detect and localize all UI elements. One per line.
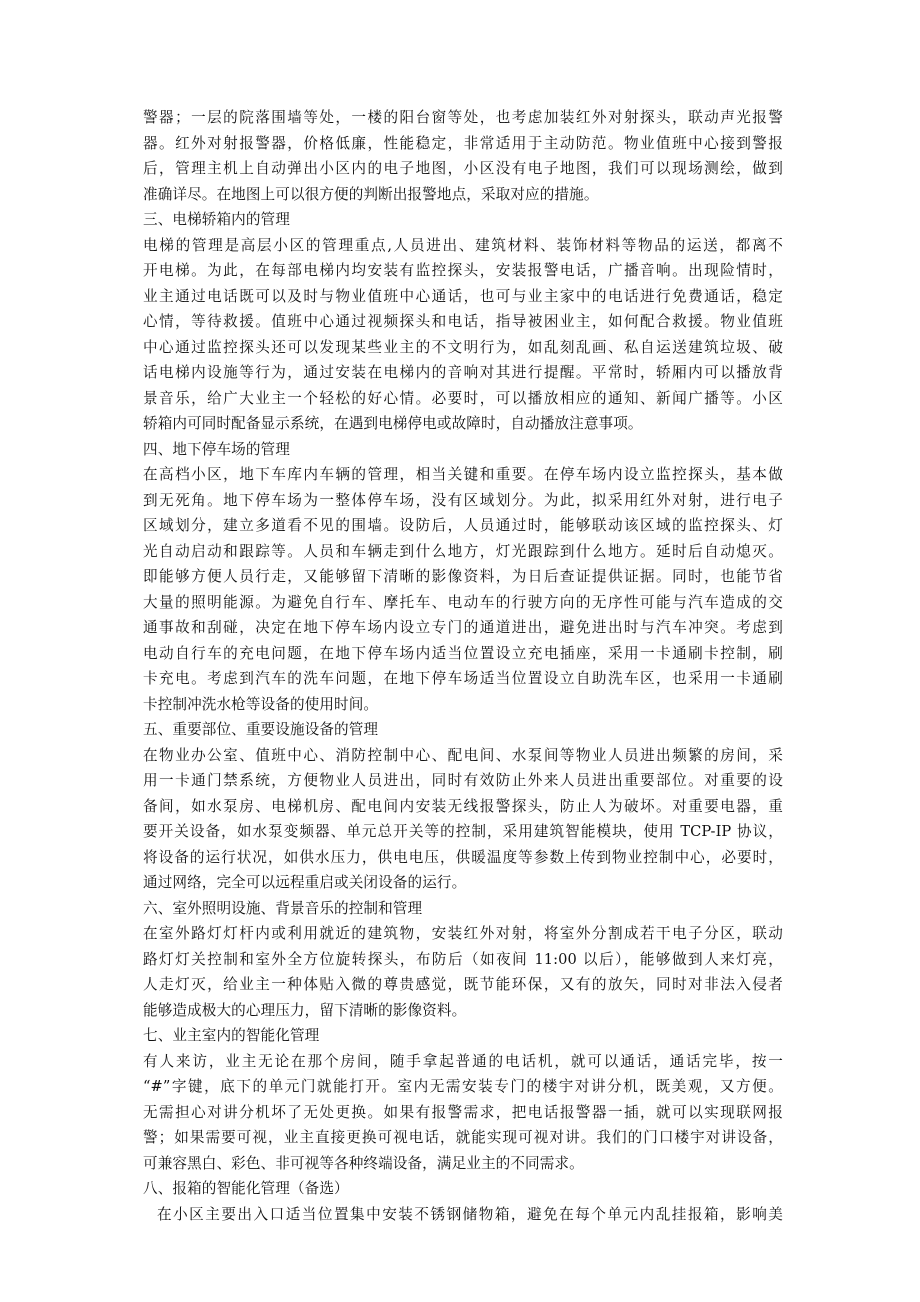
paragraph-last-line: 准确详尽。在地图上可以很方便的判断出报警地点，采取对应的措施。 xyxy=(143,185,599,203)
paragraph-line: 大量的照明能源。为避免自行车、摩托车、电动车的行驶方向的无序性可能与汽车造成的交 xyxy=(143,593,783,611)
document-page xyxy=(143,105,783,1227)
paragraph-line: 卡充电。考虑到汽车的洗车问题，在地下停车场适当位置设立自助洗车区，也采用一卡通刷 xyxy=(143,670,783,687)
paragraph-line: 电动自行车的充电问题，在地下停车场内适当位置设立充电插座，采用一卡通刷卡控制，刷 xyxy=(143,644,783,662)
paragraph-last-line: 轿箱内可同时配备显示系统，在遇到电梯停电或故障时，自动播放注意事项。 xyxy=(143,415,643,432)
paragraph-line: 用一卡通门禁系统，方便物业人员进出，同时有效防止外来人员进出重要部位。对重要的设 xyxy=(143,772,783,789)
paragraph-line: 备间，如水泵房、电梯机房、配电间内安装无线报警探头，防止人为破坏。对重要电器，重 xyxy=(143,797,783,815)
paragraph-line: 将设备的运行状况，如供水压力，供电电压，供暖温度等参数上传到物业控制中心，必要时， xyxy=(143,848,783,866)
paragraph-line: 后，管理主机上自动弹出小区内的电子地图，小区没有电子地图，我们可以现场测绘，做到 xyxy=(143,160,783,177)
paragraph-line: 通事故和刮碰，决定在地下停车场内设立专门的通道进出，避免进出时与汽车冲突。考虑到 xyxy=(143,619,783,636)
paragraph-line: 到无死角。地下停车场为一整体停车场，没有区域划分。为此，拟采用红外对射，进行电子 xyxy=(143,491,783,509)
paragraph-line: 电梯的管理是高层小区的管理重点,人员进出、建筑材料、装饰材料等物品的运送，都离不 xyxy=(143,236,783,254)
section-heading: 五、重要部位、重要设施设备的管理 xyxy=(143,721,379,738)
paragraph-line: 警器；一层的院落围墙等处，一楼的阳台窗等处，也考虑加装红外对射探头，联动声光报警 xyxy=(143,109,783,126)
paragraph-line: 话电梯内设施等行为，通过安装在电梯内的音响对其进行提醒。平常时，轿厢内可以播放背 xyxy=(143,364,783,381)
paragraph-line: 路灯灯关控制和室外全方位旋转探头，布防后（如夜间 11:00 以后），能够做到人来灯亮， xyxy=(143,950,783,968)
paragraph-line: 警；如果需要可视，业主直接更换可视电话，就能实现可视对讲。我们的门口楼宇对讲设备， xyxy=(143,1129,783,1146)
paragraph-line: 区域划分，建立多道看不见的围墙。设防后，人员通过时，能够联动该区域的监控探头、灯 xyxy=(143,517,783,534)
paragraph-first-line: 在小区主要出入口适当位置集中安装不锈钢储物箱，避免在每个单元内乱挂报箱，影响美 xyxy=(157,1205,783,1223)
paragraph-line: 中心通过监控探头还可以发现某些业主的不文明行为，如乱刻乱画、私自运送建筑垃圾、破 xyxy=(143,338,783,356)
paragraph-last-line: 通过网络，完全可以远程重启或关闭设备的运行。 xyxy=(143,874,467,891)
paragraph-line: 有人来访，业主无论在那个房间，随手拿起普通的电话机，就可以通话，通话完毕，按一 xyxy=(143,1052,783,1070)
paragraph-line: 光自动启动和跟踪等。人员和车辆走到什么地方，灯光跟踪到什么地方。延时后自动熄灭。 xyxy=(143,542,783,560)
paragraph-line: 器。红外对射报警器，价格低廉，性能稳定，非常适用于主动防范。物业值班中心接到警报 xyxy=(143,134,783,152)
section-heading: 八、报箱的智能化管理（备选） xyxy=(143,1180,349,1197)
paragraph-line: 要开关设备，如水泵变频器、单元总开关等的控制，采用建筑智能模块，使用 TCP-IP 协议， xyxy=(143,823,783,840)
paragraph-last-line: 可兼容黑白、彩色、非可视等各种终端设备，满足业主的不同需求。 xyxy=(143,1154,584,1172)
section-heading: 六、室外照明设施、背景音乐的控制和管理 xyxy=(143,899,423,917)
section-heading: 四、地下停车场的管理 xyxy=(143,440,290,458)
paragraph-line: 即能够方便人员行走，又能够留下清晰的影像资料，为日后查证提供证据。同时，也能节省 xyxy=(143,568,783,585)
section-heading: 三、电梯轿箱内的管理 xyxy=(143,211,290,228)
paragraph-line: 心情，等待救援。值班中心通过视频探头和电话，指导被困业主，如何配合救援。物业值班 xyxy=(143,313,783,330)
paragraph-line: 开电梯。为此，在每部电梯内均安装有监控探头，安装报警电话，广播音响。出现险情时， xyxy=(143,262,783,279)
paragraph-line: 景音乐，给广大业主一个轻松的好心情。必要时，可以播放相应的通知、新闻广播等。小区 xyxy=(143,389,783,407)
section-heading: 七、业主室内的智能化管理 xyxy=(143,1027,320,1044)
paragraph-line: 业主通过电话既可以及时与物业值班中心通话，也可与业主家中的电话进行免费通话，稳定 xyxy=(143,287,783,305)
paragraph-line: 在高档小区，地下车库内车辆的管理，相当关键和重要。在停车场内设立监控探头，基本做 xyxy=(143,466,783,483)
paragraph-line: 人走灯灭，给业主一种体贴入微的尊贵感觉，既节能环保，又有的放矢，同时对非法入侵者 xyxy=(143,976,783,993)
paragraph-last-line: 能够造成极大的心理压力，留下清晰的影像资料。 xyxy=(143,1001,467,1019)
paragraph-line: 在室外路灯灯杆内或利用就近的建筑物，安装红外对射，将室外分割成若干电子分区，联动 xyxy=(143,925,783,942)
paragraph-line: 在物业办公室、值班中心、消防控制中心、配电间、水泵间等物业人员进出频繁的房间，采 xyxy=(143,746,783,764)
paragraph-line: 无需担心对讲分机坏了无处更换。如果有报警需求，把电话报警器一插，就可以实现联网报 xyxy=(143,1103,783,1121)
paragraph-last-line: 卡控制冲洗水枪等设备的使用时间。 xyxy=(143,695,379,713)
paragraph-line: “#”字键，底下的单元门就能打开。室内无需安装专门的楼宇对讲分机，既美观，又方便。 xyxy=(143,1078,783,1095)
